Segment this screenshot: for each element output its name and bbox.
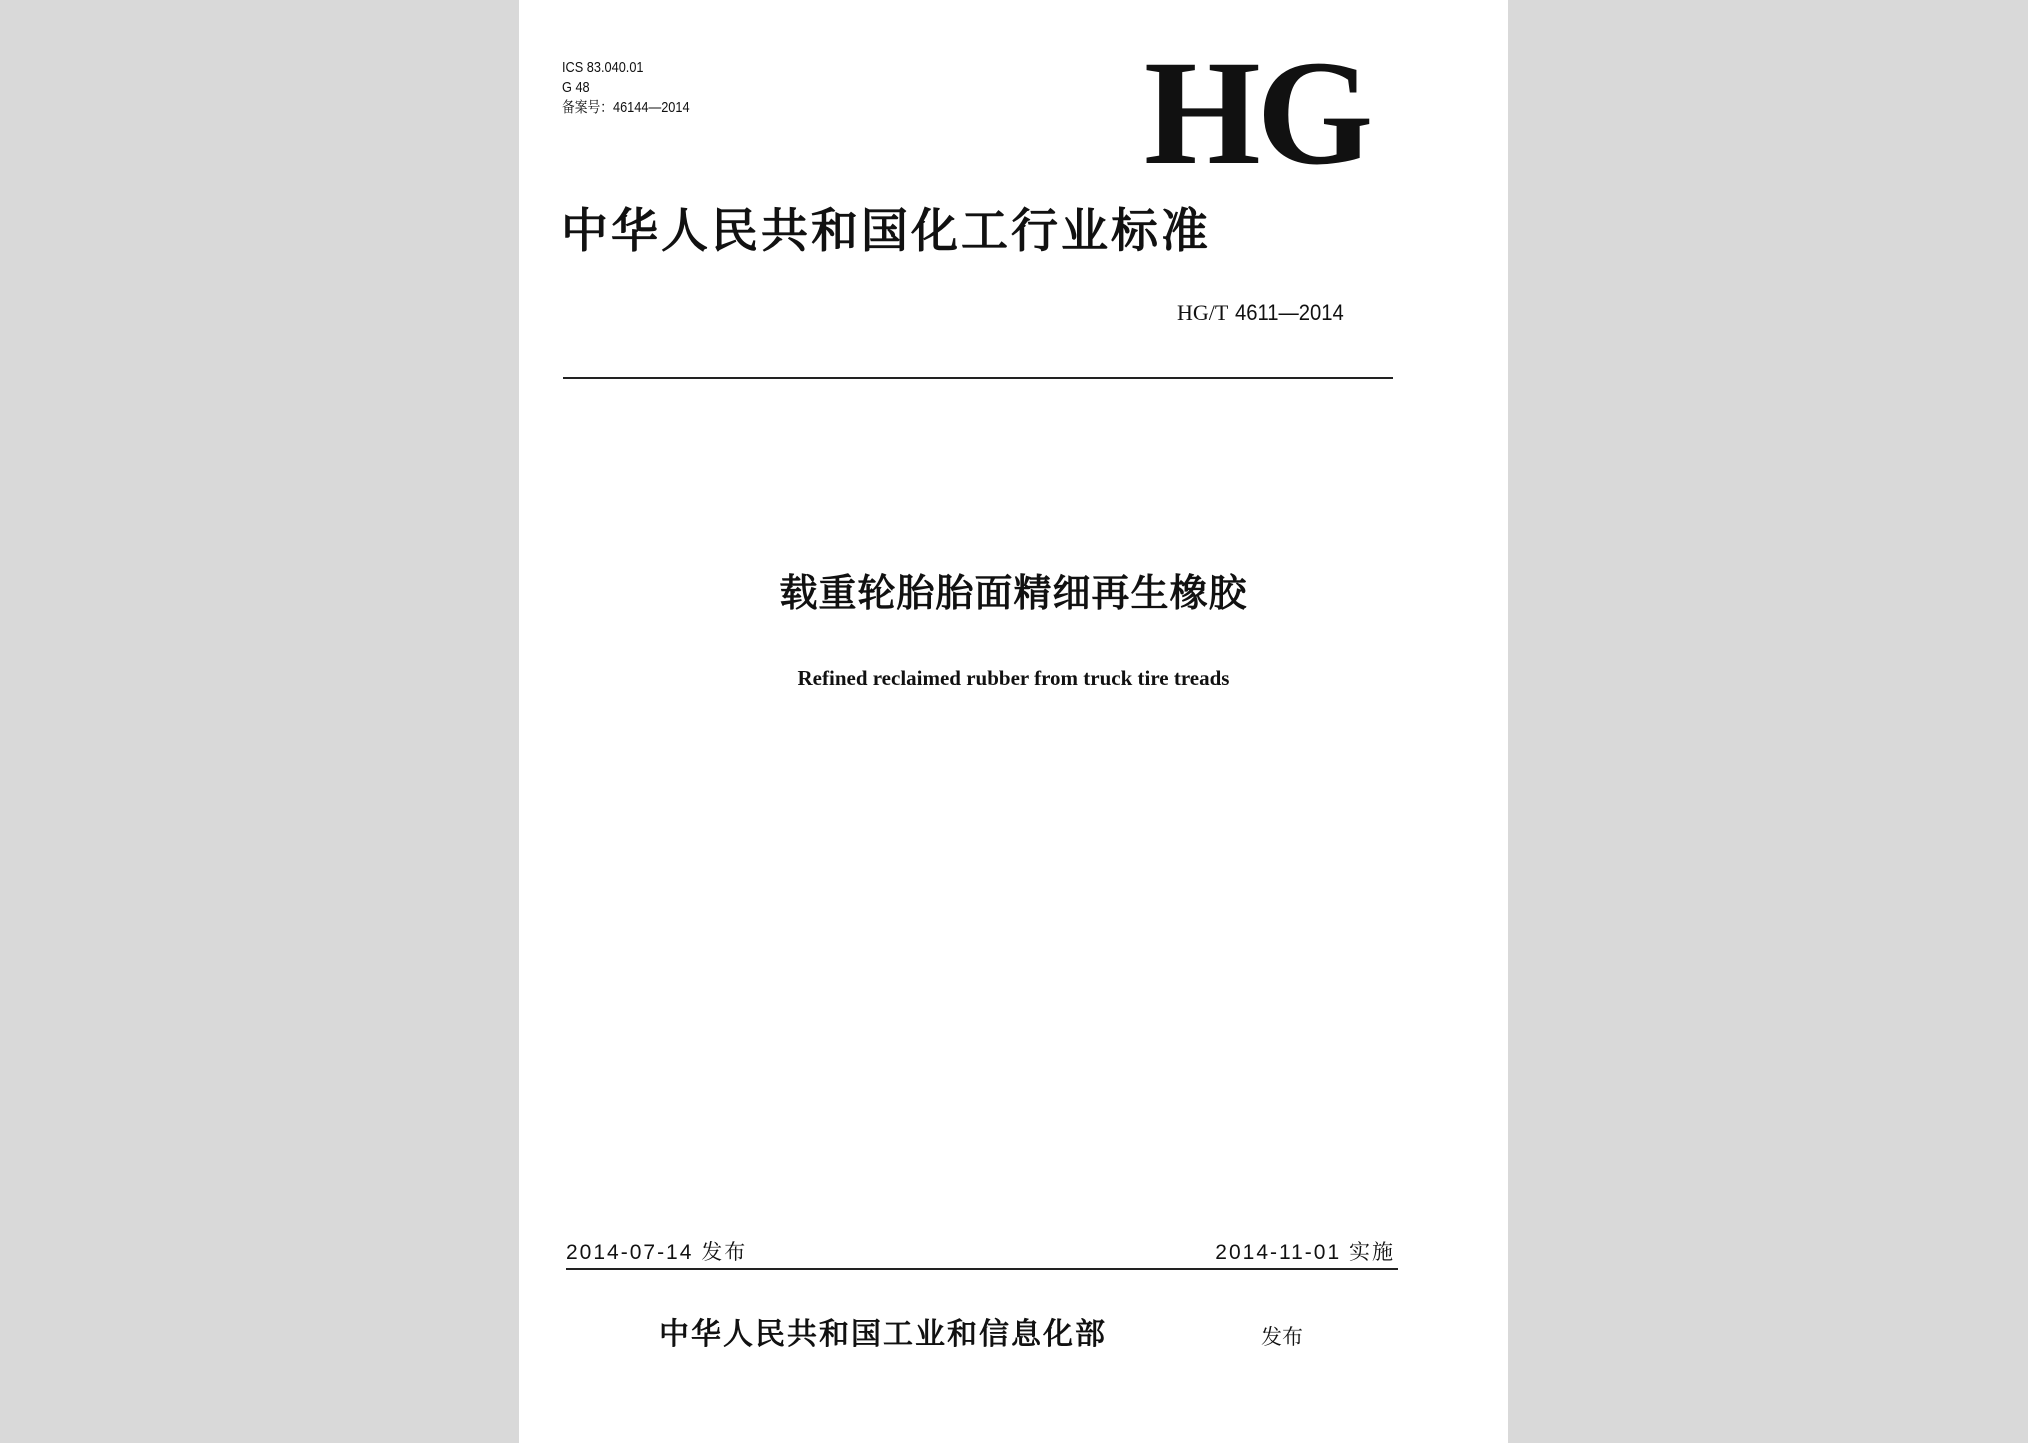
bottom-divider (566, 1268, 1398, 1270)
english-title: Refined reclaimed rubber from truck tire treads (797, 666, 1230, 690)
classification-block (562, 58, 690, 118)
hg-logo: HG (1144, 30, 1370, 196)
chinese-title: 载重轮胎胎面精细再生橡胶 (779, 571, 1248, 615)
effective-date: 2014-11-01 实施 (1215, 1241, 1395, 1264)
record-number: 备案号：46144—2014 (562, 99, 690, 116)
issue-date: 2014-07-14 发布 (566, 1241, 748, 1264)
standard-code-number: 4611—2014 (1235, 300, 1345, 325)
document-page (519, 0, 1508, 1443)
issuing-authority: 中华人民共和国工业和信息化部 (659, 1317, 1107, 1352)
standard-category-title: 中华人民共和国化工行业标准 (561, 204, 1211, 259)
ccs-code: G 48 (562, 79, 590, 96)
standard-code-prefix: HG/T (1177, 300, 1229, 325)
ics-code: ICS 83.040.01 (562, 59, 644, 76)
issuing-label: 发布 (1261, 1325, 1303, 1349)
standard-code (1177, 299, 1354, 328)
top-divider (563, 377, 1393, 379)
